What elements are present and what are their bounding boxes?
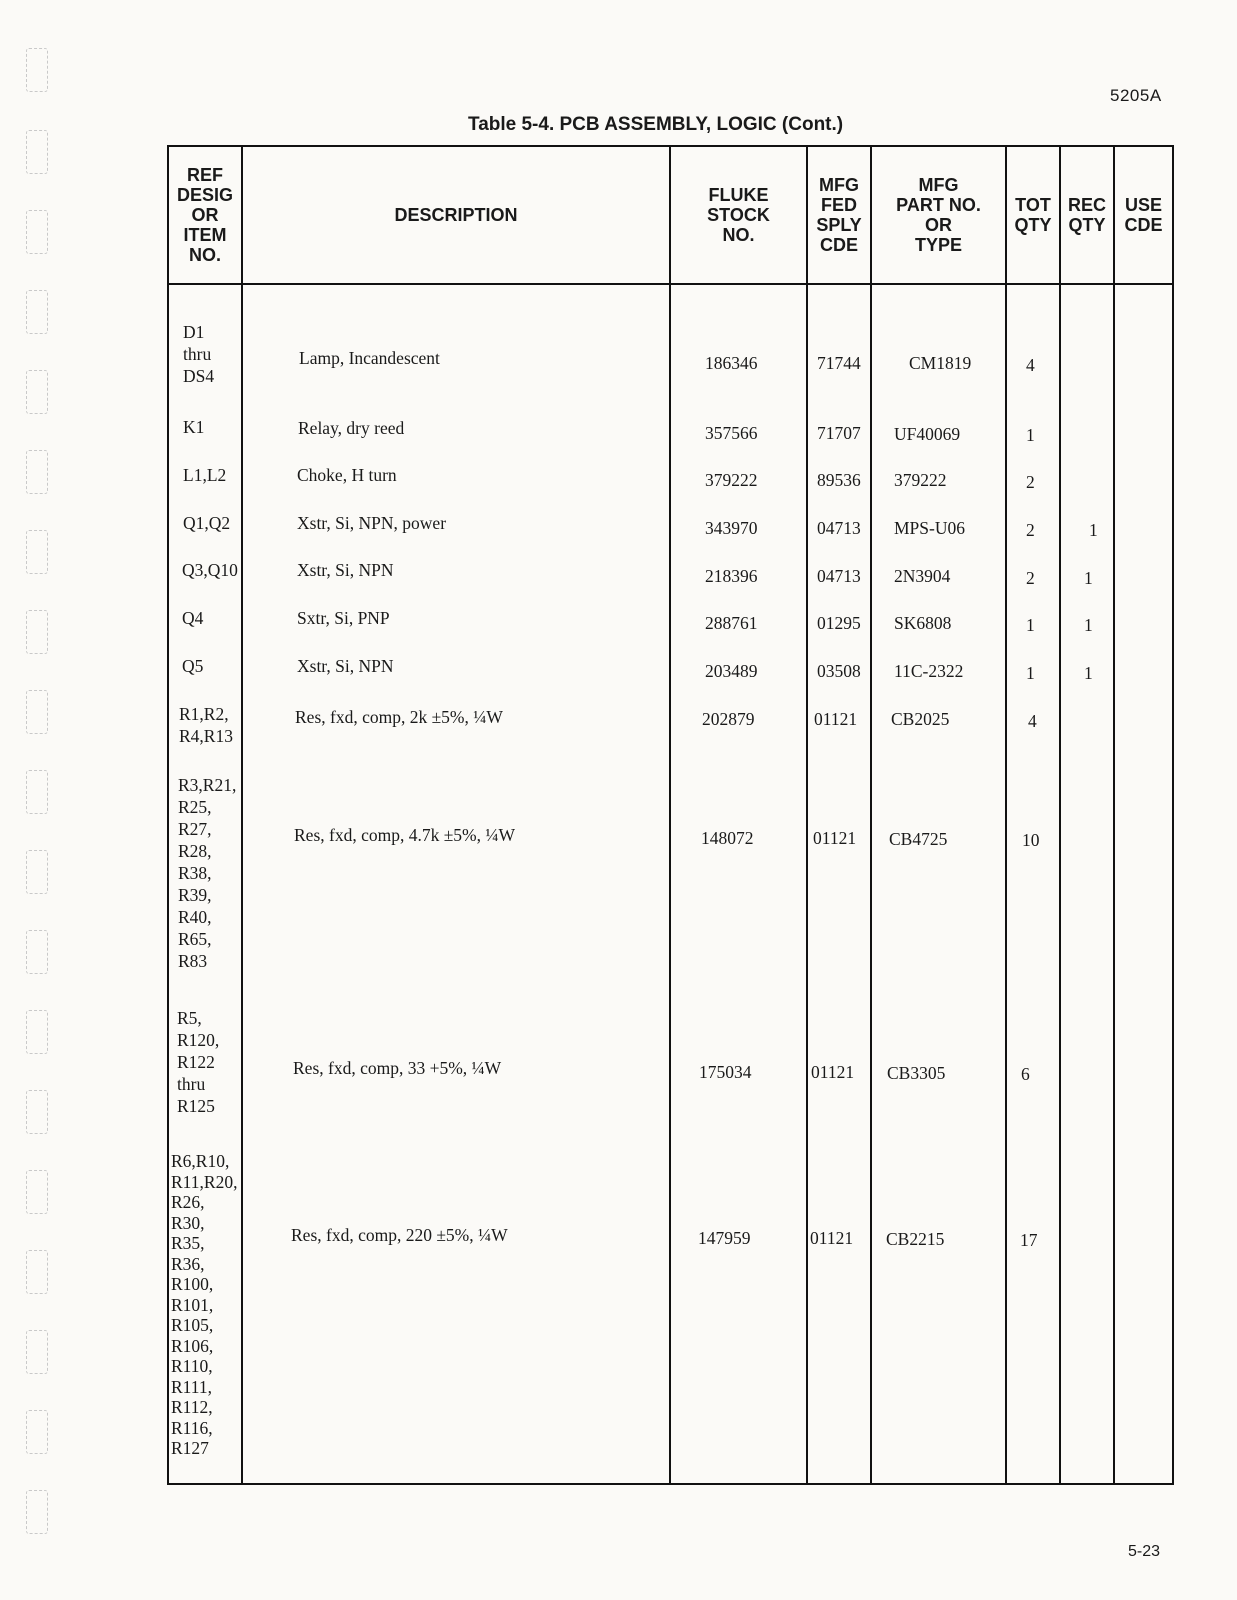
tot-qty-cell: 6 [1021, 1064, 1030, 1084]
page-number: 5-23 [1128, 1543, 1161, 1560]
mfg-code-cell: 04713 [817, 566, 861, 586]
column-divider [241, 147, 243, 1483]
stock-cell: 147959 [698, 1228, 751, 1248]
tot-qty-cell: 1 [1026, 425, 1035, 445]
description-cell: Choke, H turn [297, 465, 397, 485]
rec-qty-cell: 1 [1084, 615, 1093, 635]
ref-cell: R3,R21, R25, R27, R28, R38, R39, R40, R65, R83 [178, 775, 237, 971]
header-description: DESCRIPTION [394, 205, 518, 225]
header-rec-qty: REC QTY [1067, 195, 1106, 235]
ref-cell: Q4 [182, 608, 204, 628]
binder-mark [26, 530, 48, 574]
part-no-cell: MPS-U06 [894, 518, 965, 538]
column-divider [1059, 147, 1061, 1483]
header-tot-qty: TOT QTY [1014, 195, 1052, 235]
ref-cell: R1,R2, R4,R13 [179, 704, 233, 746]
binder-mark [26, 1090, 48, 1134]
ref-cell: Q5 [182, 656, 204, 676]
mfg-code-cell: 03508 [817, 661, 861, 681]
mfg-code-cell: 71744 [817, 353, 861, 373]
ref-cell: Q1,Q2 [183, 513, 231, 533]
rec-qty-cell: 1 [1084, 663, 1093, 683]
description-cell: Xstr, Si, NPN [297, 656, 394, 676]
mfg-code-cell: 01121 [811, 1062, 855, 1082]
binder-mark [26, 770, 48, 814]
stock-cell: 379222 [705, 470, 758, 490]
tot-qty-cell: 1 [1026, 663, 1035, 683]
stock-cell: 175034 [699, 1062, 752, 1082]
part-no-cell: CB2025 [891, 709, 950, 729]
tot-qty-cell: 4 [1028, 711, 1037, 731]
part-no-cell: 2N3904 [894, 566, 951, 586]
mfg-code-cell: 01121 [813, 828, 857, 848]
tot-qty-cell: 2 [1026, 472, 1035, 492]
part-no-cell: SK6808 [894, 613, 952, 633]
binder-mark [26, 1250, 48, 1294]
binder-mark [26, 450, 48, 494]
mfg-code-cell: 01295 [817, 613, 861, 633]
tot-qty-cell: 10 [1022, 830, 1040, 850]
tot-qty-cell: 1 [1026, 615, 1035, 635]
stock-cell: 148072 [701, 828, 754, 848]
header-mfg-code: MFG FED SPLY CDE [816, 175, 862, 255]
binder-mark [26, 370, 48, 414]
header-stock-no: FLUKE STOCK NO. [707, 185, 770, 245]
description-cell: Res, fxd, comp, 4.7k ±5%, ¼W [294, 825, 516, 845]
binder-mark [26, 290, 48, 334]
binder-mark [26, 48, 48, 92]
ref-cell: Q3,Q10 [182, 560, 238, 580]
part-no-cell: 11C-2322 [894, 661, 964, 681]
binder-mark [26, 610, 48, 654]
document-code: 5205A [1110, 86, 1162, 105]
description-cell: Res, fxd, comp, 33 +5%, ¼W [293, 1058, 502, 1078]
header-use-cde: USE CDE [1124, 195, 1163, 235]
mfg-code-cell: 89536 [817, 470, 861, 490]
binder-mark [26, 1010, 48, 1054]
part-no-cell: CB3305 [887, 1063, 946, 1083]
header-part-no: MFG PART NO. OR TYPE [896, 175, 981, 255]
header-ref-desig: REF DESIG OR ITEM NO. [176, 165, 233, 265]
description-cell: Xstr, Si, NPN, power [297, 513, 447, 533]
binder-mark [26, 130, 48, 174]
column-divider [1005, 147, 1007, 1483]
stock-cell: 343970 [705, 518, 758, 538]
stock-cell: 203489 [705, 661, 758, 681]
description-cell: Xstr, Si, NPN [297, 560, 394, 580]
part-no-cell: CM1819 [909, 353, 972, 373]
binder-mark [26, 690, 48, 734]
tot-qty-cell: 2 [1026, 520, 1035, 540]
ref-cell: R5, R120, R122 thru R125 [177, 1008, 220, 1116]
binder-mark [26, 1170, 48, 1214]
description-cell: Res, fxd, comp, 220 ±5%, ¼W [291, 1225, 508, 1245]
rec-qty-cell: 1 [1084, 568, 1093, 588]
table-title: Table 5-4. PCB ASSEMBLY, LOGIC (Cont.) [468, 114, 844, 135]
column-divider [806, 147, 808, 1483]
column-divider [669, 147, 671, 1483]
mfg-code-cell: 04713 [817, 518, 861, 538]
binder-mark [26, 850, 48, 894]
binder-mark [26, 1410, 48, 1454]
part-no-cell: CB2215 [886, 1229, 945, 1249]
binder-mark [26, 930, 48, 974]
stock-cell: 202879 [702, 709, 755, 729]
column-divider [870, 147, 872, 1483]
stock-cell: 218396 [705, 566, 758, 586]
mfg-code-cell: 01121 [810, 1228, 854, 1248]
ref-cell: R6,R10, R11,R20, R26, R30, R35, R36, R100, R101, R105, R106, R110, R111, R112, R116, R127 [171, 1151, 238, 1458]
tot-qty-cell: 4 [1026, 355, 1035, 375]
tot-qty-cell: 2 [1026, 568, 1035, 588]
part-no-cell: 379222 [894, 470, 947, 490]
part-no-cell: CB4725 [889, 829, 948, 849]
part-no-cell: UF40069 [894, 424, 961, 444]
ref-cell: L1,L2 [183, 465, 227, 485]
stock-cell: 288761 [705, 613, 758, 633]
binder-mark [26, 1330, 48, 1374]
tot-qty-cell: 17 [1020, 1230, 1038, 1250]
column-divider [1113, 147, 1115, 1483]
ref-cell: D1 thru DS4 [183, 322, 215, 386]
rec-qty-cell: 1 [1089, 520, 1098, 540]
mfg-code-cell: 01121 [814, 709, 858, 729]
stock-cell: 186346 [705, 353, 758, 373]
description-cell: Sxtr, Si, PNP [297, 608, 390, 628]
parts-table [167, 145, 1174, 1485]
description-cell: Lamp, Incandescent [299, 348, 440, 368]
description-cell: Relay, dry reed [298, 418, 405, 438]
description-cell: Res, fxd, comp, 2k ±5%, ¼W [295, 707, 503, 727]
ref-cell: K1 [183, 417, 205, 437]
binder-mark [26, 210, 48, 254]
mfg-code-cell: 71707 [817, 423, 861, 443]
stock-cell: 357566 [705, 423, 758, 443]
binder-mark [26, 1490, 48, 1534]
